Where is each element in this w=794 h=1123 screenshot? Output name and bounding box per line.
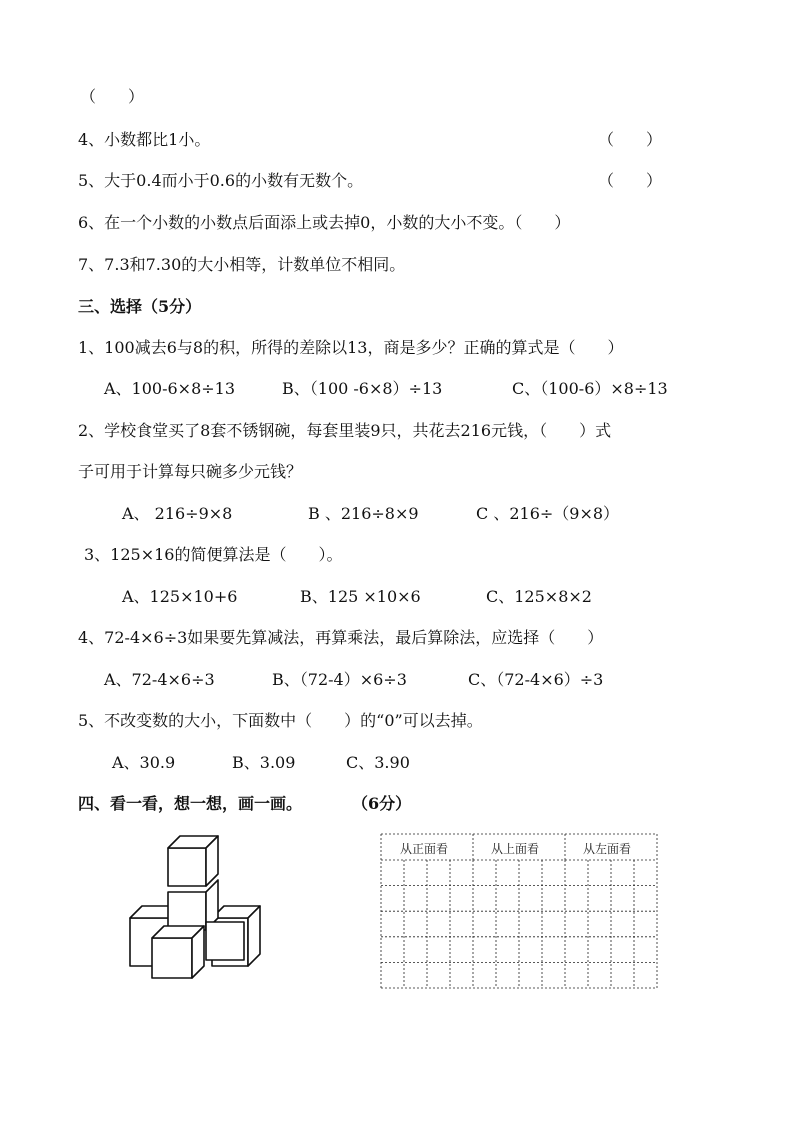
question-2-option-a[interactable]: A、 216÷9×8: [122, 504, 233, 523]
judge-item-7: 7、7.3和7.30的大小相等，计数单位不相同。: [78, 255, 406, 274]
question-4-option-c[interactable]: C、（72-4×6）÷3: [468, 670, 604, 689]
grid-header-top: 从上面看: [491, 842, 540, 856]
judge-item-6: 6、在一个小数的小数点后面添上或去掉0，小数的大小不变。（ ）: [78, 213, 571, 232]
cube-stack-figure: [126, 826, 266, 986]
view-drawing-grid[interactable]: [380, 833, 658, 993]
question-4-option-b[interactable]: B、（72-4）×6÷3: [272, 670, 407, 689]
judge-item-5-bracket[interactable]: （ ）: [598, 171, 663, 190]
grid-header-front: 从正面看: [400, 842, 449, 856]
question-3-option-b[interactable]: B、125 ×10×6: [300, 587, 421, 606]
section-4-score: （6分）: [352, 794, 412, 813]
judge-item-4-bracket[interactable]: （ ）: [598, 130, 663, 149]
section-3-heading: 三、选择（5分）: [78, 297, 202, 316]
question-2-option-b[interactable]: B 、216÷8×9: [308, 504, 419, 523]
question-1: 1、100减去6与8的积，所得的差除以13，商是多少？正确的算式是（ ）: [78, 338, 624, 357]
cube-center-top: [168, 836, 218, 886]
question-5-option-a[interactable]: A、30.9: [112, 753, 176, 772]
cube-right-front: [206, 922, 244, 960]
question-3: 3、125×16的简便算法是（ ）。: [84, 545, 343, 564]
question-1-option-b[interactable]: B、（100 -6×8）÷13: [282, 379, 443, 398]
question-1-option-c[interactable]: C、（100-6）×8÷13: [512, 379, 668, 398]
question-4: 4、72-4×6÷3如果要先算减法，再算乘法，最后算除法，应选择（ ）: [78, 628, 604, 647]
judge-item-5: 5、大于0.4而小于0.6的小数有无数个。: [78, 171, 364, 190]
question-3-option-a[interactable]: A、125×10+6: [122, 587, 238, 606]
question-3-option-c[interactable]: C、125×8×2: [486, 587, 592, 606]
question-4-option-a[interactable]: A、72-4×6÷3: [104, 670, 215, 689]
grid-header-left: 从左面看: [583, 842, 632, 856]
question-5-option-b[interactable]: B、3.09: [232, 753, 296, 772]
cube-front: [152, 926, 204, 978]
question-2-line-1: 2、学校食堂买了8套不锈钢碗，每套里装9只，共花去216元钱，（ ）式: [78, 421, 612, 440]
question-2-option-c[interactable]: C 、216÷（9×8）: [476, 504, 620, 523]
question-5: 5、不改变数的大小，下面数中（ ）的“0”可以去掉。: [78, 711, 483, 730]
judge-item-4: 4、小数都比1小。: [78, 130, 211, 149]
question-2-line-2: 子可用于计算每只碗多少元钱？: [78, 462, 303, 481]
question-1-option-a[interactable]: A、100-6×8÷13: [104, 379, 236, 398]
question-5-option-c[interactable]: C、3.90: [346, 753, 410, 772]
previous-item-bracket: （ ）: [80, 87, 145, 106]
section-4-heading: 四、看一看，想一想，画一画。: [78, 794, 303, 813]
